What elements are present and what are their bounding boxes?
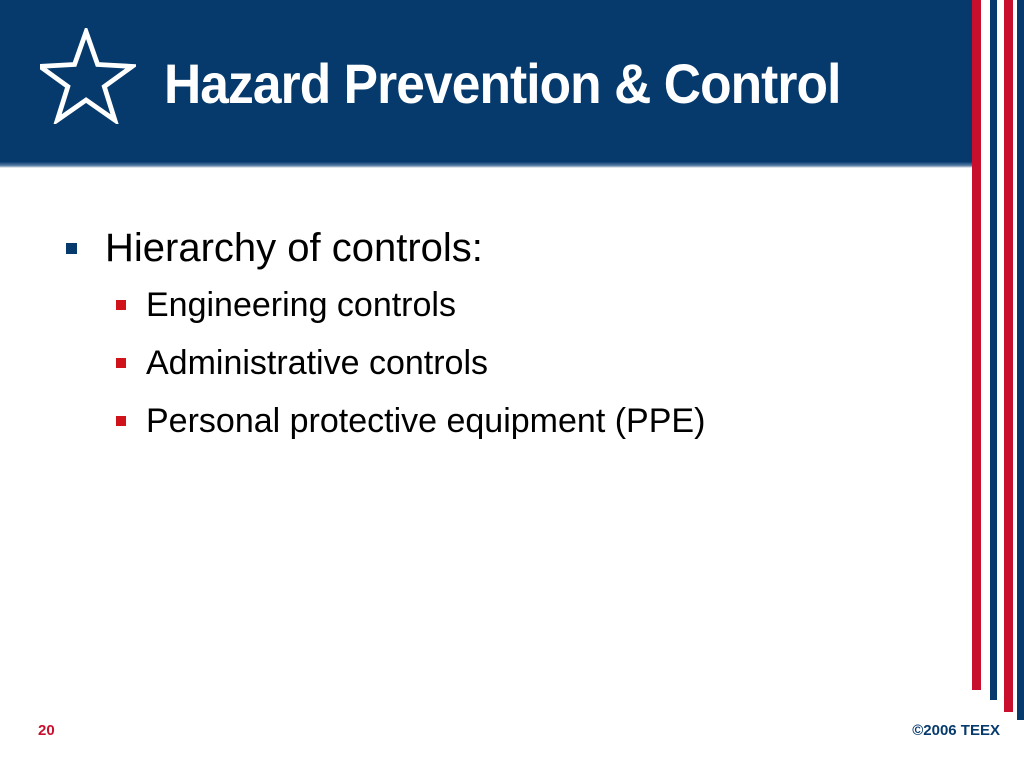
square-bullet-icon [116,416,126,426]
square-bullet-icon [66,243,77,254]
square-bullet-icon [116,358,126,368]
page-number: 20 [38,722,55,739]
sub-bullet-text: Personal protective equipment (PPE) [146,401,706,440]
square-bullet-icon [116,300,126,310]
decorative-stripe-red [1004,0,1013,712]
bullet-text: Hierarchy of controls: [105,225,483,270]
sub-bullet-item [112,276,940,334]
sub-bullet-item [112,392,940,450]
decorative-stripe-blue [1017,0,1024,720]
slide-title: Hazard Prevention & Control [164,52,841,115]
sub-bullet-text: Administrative controls [146,343,489,382]
decorative-stripe-red [972,0,981,690]
bullet-item [60,220,940,276]
decorative-stripe-blue [990,0,997,700]
sub-bullet-text: Engineering controls [146,285,456,324]
sub-bullet-item [112,334,940,392]
banner-shadow [0,162,972,168]
copyright-notice: ©2006 TEEX [912,722,1000,739]
bullet-list [60,220,940,450]
star-outline-icon [40,28,136,124]
